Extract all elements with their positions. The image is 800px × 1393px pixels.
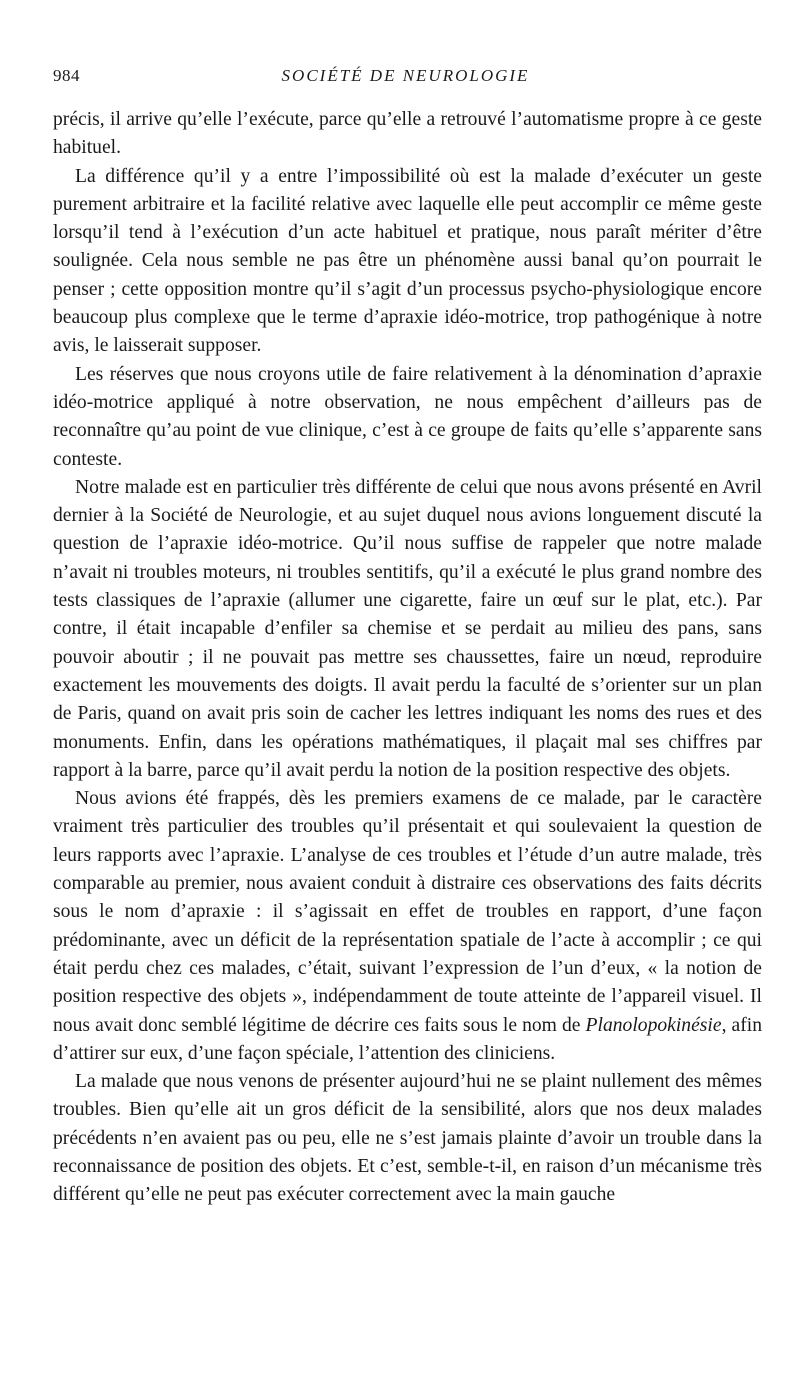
paragraph-6: La malade que nous venons de présenter aujourd’hui ne se plaint nullement des mêmes troubles. Bien qu’elle ait un gros déficit de la sensibilité, alors que nos deux malades précédents n’en avaient pas ou peu, elle ne s’est jamais plainte d’avoir un trouble dans la reconnaissance de position des objets. Et c’est, semble-t-il, en raison d’un mécanisme très différent qu’elle ne peut pas exécuter correctement avec la main gauche xyxy=(53,1071,762,1206)
paragraph-5 xyxy=(53,785,762,1068)
planolopokinesie-term: Planolopokinésie xyxy=(585,1014,722,1036)
running-title: SOCIÉTÉ DE NEUROLOGIE xyxy=(281,66,530,85)
paragraph-4: Notre malade est en particulier très différente de celui que nous avons présenté en Avril dernier à la Société de Neurologie, et au sujet duquel nous avions longuement discuté la question de l’apraxie idéo-motrice. Qu’il nous suffise de rappeler que notre malade n’avait ni troubles moteurs, ni troubles sentitifs, qu’il a exécuté le plus grand nombre des tests classiques de l’apraxie (allumer une cigarette, faire un œuf sur le plat, etc.). Par contre, il était incapable d’enfiler sa chemise et se perdait au milieu des pans, sans pouvoir aboutir ; il ne pouvait pas mettre ses chaussettes, faire un nœud, reproduire exactement les mouvements des doigts. Il avait perdu la faculté de s’orienter sur un plan de Paris, quand on avait pris soin de cacher les lettres indiquant les noms des rues et des monuments. Enfin, dans les opérations mathématiques, il plaçait mal ses chiffres par rapport à la barre, parce qu’il avait perdu la notion de la position respective des objets. xyxy=(53,476,762,781)
paragraph-5-text-before: Nous avions été frappés, dès les premiers examens de ce malade, par le caractère vraiment très particulier des troubles qu’il présentait et qui soulevaient la question de leurs rapports avec l’apraxie. L’analyse de ces troubles et l’étude d’un autre malade, très comparable au premier, nous avaient conduit à distraire ces observations des faits décrits sous le nom d’apraxie : il s’agissait en effet de troubles en rapport, d’une façon prédominante, avec un déficit de la représentation spatiale de l’acte à accomplir ; ce qui était perdu chez ces malades, c’était, suivant l’expression de l’un d’eux, « la notion de position respective des objets », indépendamment de toute atteinte de l’appareil visuel. Il nous avait donc semblé légitime de décrire ces faits sous le nom de xyxy=(53,788,762,1036)
body-text xyxy=(53,106,762,1210)
paragraph-2: La différence qu’il y a entre l’impossibilité où est la malade d’exécuter un geste purement arbitraire et la facilité relative avec laquelle elle peut accomplir ce même geste lorsqu’il tend à l’exécution d’un acte habituel et pratique, nous paraît mériter d’être soulignée. Cela nous semble ne pas être un phénomène aussi banal qu’on pourrait le penser ; cette opposition montre qu’il s’agit d’un processus psycho-physiologique encore beaucoup plus complexe que le terme d’apraxie idéo-motrice, trop pathogénique à notre avis, le laisserait supposer. xyxy=(53,165,762,357)
paragraph-5-text-after: , afin d’attirer sur eux, d’une façon spéciale, l’attention des cliniciens. xyxy=(53,1014,762,1064)
page-header xyxy=(53,66,758,90)
page-number: 984 xyxy=(53,66,80,85)
paragraph-1: précis, il arrive qu’elle l’exécute, parce qu’elle a retrouvé l’automatisme propre à ce geste habituel. xyxy=(53,109,762,159)
paragraph-3: Les réserves que nous croyons utile de faire relativement à la dénomination d’apraxie idéo-motrice appliqué à notre observation, ne nous empêchent d’ailleurs pas de reconnaître qu’au point de vue clinique, c’est à ce groupe de faits qu’elle s’apparente sans conteste. xyxy=(53,363,762,470)
